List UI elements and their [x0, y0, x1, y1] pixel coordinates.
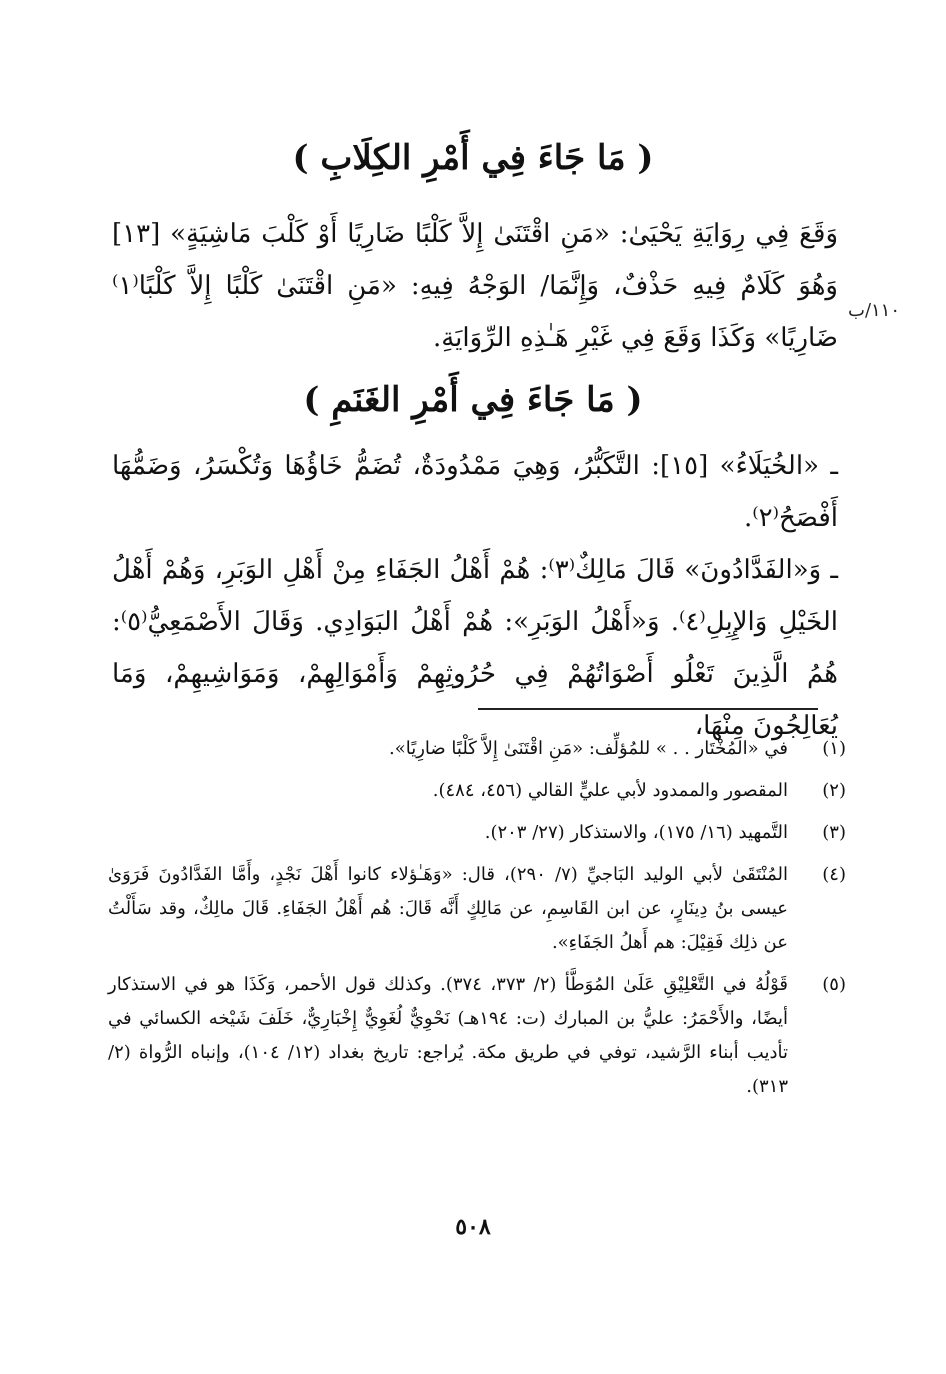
section-heading-sheep: ( مَا جَاءَ فِي أَمْرِ الغَنَمِ ): [303, 380, 643, 420]
footnote-number: (٥): [822, 974, 846, 995]
footnote: [108, 816, 846, 850]
footnote-text: قَوْلُهُ في التَّعْلِيْقِ عَلَىٰ المُوَطَّأ (٢/ ٣٧٣، ٣٧٤). وكذلك قول الأحمر، وَكَذَا هو في الاستذكار أيضًا، والأَحْمَرُ: عليُّ بن المبارك (ت: ١٩٤هـ) نَحْوِيٌّ لُغَوِيٌّ إِخْبَارِيٌّ، خَلَفَ شَيْخه الكسائي في تأديب أبناء الرَّشيد، توفي في طريق مكة. يُراجع: تاريخ بغداد (١٢/ ١٠٤)، وإنباه الرُّواة (٢/ ٣١٣).: [108, 974, 789, 1097]
section-body-sheep: [112, 440, 838, 752]
footnote-number: (٣): [822, 822, 846, 843]
page-number: ٥٠٨: [455, 1214, 491, 1240]
footnote-number: (٤): [822, 864, 846, 885]
footnote: [108, 732, 846, 766]
paragraph: وَقَعَ فِي رِوَايَةِ يَحْيَىٰ: «مَنِ اقْتَنَىٰ إِلاَّ كَلْبًا ضَارِيًا أَوْ كَلْبَ مَاشِيَةٍ» [١٣] وَهُوَ كَلَامٌ فِيهِ حَذْفٌ، وَإِنَّمَا/ الوَجْهُ فِيهِ: «مَنِ اقْتَنَىٰ كَلْبًا إِلاَّ كَلْبًا⁽١⁾ ضَارِيًا» وَكَذَا وَقَعَ فِي غَيْرِ هَـٰذِهِ الرِّوَايَةِ.: [112, 219, 838, 353]
footnotes: [108, 732, 846, 1112]
footnote-separator: [478, 708, 818, 710]
footnote-text: المقصور والممدود لأبي عليٍّ القالي (٤٥٦، ٤٨٤).: [432, 780, 788, 801]
footnote-number: (١): [822, 738, 846, 759]
section-heading-dogs: ( مَا جَاءَ فِي أَمْرِ الكِلَابِ ): [292, 138, 654, 178]
footnote-text: في «المُخْتَار . . » للمُؤلِّف: «مَنِ اقْتَنَىٰ إِلاَّ كَلْبًا ضارِيًا».: [389, 738, 788, 759]
footnote-number: (٢): [822, 780, 846, 801]
paragraph: ـ «الخُيَلَاءُ» [١٥]: التَّكَبُّرُ، وَهِيَ مَمْدُودَةٌ، تُضَمُّ خَاؤُهَا وَتُكْسَرُ، وَضَمُّهَا أَفْصَحُ⁽٢⁾.: [112, 451, 838, 533]
footnote-text: المُنْتَقَىٰ لأبي الوليد البَاجيِّ (٧/ ٢٩٠)، قال: «وَهَـٰؤلاء كانوا أَهْلَ نَجْدٍ، وأَمَّا الفَدَّادُونَ فَرَوَىٰ عيسى بنُ دِينَارٍ، عن ابن القَاسِمِ، عن مَالِكٍ أَنَّه قَالَ: هُم أَهْلُ الجَفَاءِ. قَالَ مالِكٌ، وقد سَأَلْتُ عن ذلِك فَقِيْلَ: هم أَهلُ الجَفَاءِ».: [108, 864, 788, 953]
footnote: [108, 858, 846, 960]
footnote: [108, 968, 846, 1104]
footnote: [108, 774, 846, 808]
footnote-text: التَّمهيد (١٦/ ١٧٥)، والاستذكار (٢٧/ ٢٠٣).: [484, 822, 788, 843]
manuscript-folio-note: ١١٠/ب: [848, 300, 901, 321]
paragraph: ـ وَ«الفَدَّادُونَ» قَالَ مَالِكٌ⁽٣⁾: هُمْ أَهْلُ الجَفَاءِ مِنْ أَهْلِ الوَبَرِ، وَهُمْ أَهْلُ الخَيْلِ وَالإِبِلِ⁽٤⁾. وَ«أَهْلُ الوَبَرِ»: هُمْ أَهْلُ البَوَادِي. وَقَالَ الأَصْمَعِيُّ⁽٥⁾: هُمُ الَّذِينَ تَعْلُو أَصْوَاتُهُمْ فِي حُرُوثِهِمْ وَأَمْوَالِهِمْ، وَمَوَاشِيهِمْ، وَمَا يُعَالِجُونَ مِنْهَا،: [112, 555, 838, 741]
section-body-dogs: [112, 208, 838, 364]
